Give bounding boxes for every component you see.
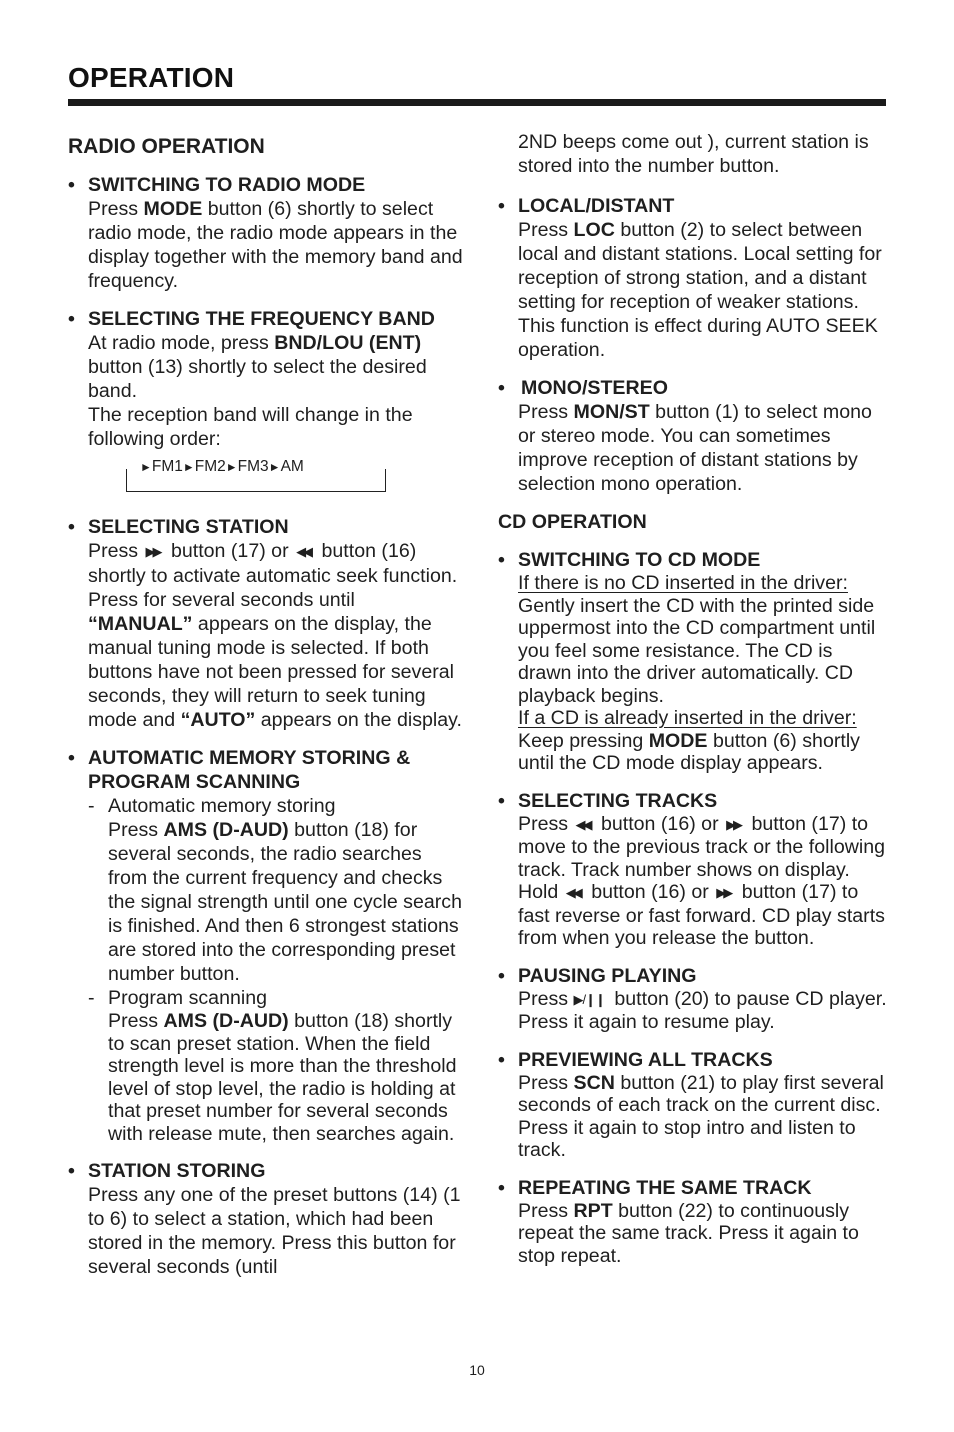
dash: - (88, 795, 95, 817)
selecting-station-title: SELECTING STATION (88, 516, 289, 538)
local-distant-text: Press LOC button (2) to select between local and distant stations. Local setting for reception of strong station, and a distant setting for reception of weaker stations. This function is effect during AUTO SEEK operation. (518, 219, 882, 361)
switching-cd-item (498, 548, 890, 775)
radio-operation-heading: RADIO OPERATION (68, 135, 265, 158)
band-order-diagram (88, 455, 463, 501)
rewind-icon: ◀◀ (565, 885, 580, 900)
cd-operation-heading: CD OPERATION (498, 511, 647, 533)
station-storing-title: STATION STORING (88, 1160, 266, 1182)
station-storing-continued (498, 130, 890, 178)
switching-radio-text: Press MODE button (6) shortly to select radio mode, the radio mode appears in the display together with the memory band and frequency. (88, 198, 463, 292)
repeat-item (498, 1176, 890, 1268)
ams-button-ref: AMS (D-AUD) (163, 1010, 289, 1032)
cd-inserted-condition: If a CD is already inserted in the driver: (518, 707, 857, 729)
page-title: OPERATION (68, 62, 235, 93)
bnd-lou-button-ref: BND/LOU (ENT) (274, 332, 422, 354)
cd-inserted-text: Keep pressing MODE button (6) shortly until the CD mode display appears. (518, 729, 860, 774)
ams-program-scan-label: Program scanning (108, 987, 268, 1009)
bullet: • (68, 174, 75, 196)
switching-radio-title: SWITCHING TO RADIO MODE (88, 174, 366, 196)
title-rule (68, 99, 886, 106)
pausing-title: PAUSING PLAYING (518, 964, 697, 987)
loc-button-ref: LOC (573, 219, 615, 241)
mode-button-ref: MODE (648, 729, 708, 752)
manual-label: “MANUAL” (88, 613, 193, 635)
selecting-tracks-text: Press ◀◀ button (16) or ▶▶ button (17) to move to the previous track or the following track. Track number shows on display. (518, 812, 886, 881)
mon-st-button-ref: MON/ST (573, 401, 650, 423)
pausing-item (498, 964, 890, 1034)
station-storing-text: Press any one of the preset buttons (14) (1 to 6) to select a station, which had been stored in the memory. Press this button for several seconds (until (88, 1184, 461, 1278)
repeat-text: Press RPT button (22) to continuously repeat the same track. Press it again to stop repeat. (518, 1199, 859, 1267)
switching-radio-item (68, 173, 463, 293)
repeat-title: REPEATING THE SAME TRACK (518, 1176, 812, 1199)
ams-auto-memory-label: Automatic memory storing (108, 795, 336, 817)
rewind-icon: ◀◀ (296, 544, 311, 559)
switching-cd-title: SWITCHING TO CD MODE (518, 549, 761, 571)
bullet: • (68, 1160, 75, 1182)
bullet: • (498, 789, 505, 812)
mono-stereo-title: MONO/STEREO (521, 377, 668, 399)
arrow-icon: ► (268, 460, 281, 474)
ams-item (68, 746, 463, 1145)
pausing-text: Press ▶/❙❙ button (20) to pause CD player. Press it again to resume play. (518, 987, 887, 1033)
bullet: • (498, 1048, 505, 1071)
station-storing-text-cont: 2ND beeps come out ), current station is stored into the number button. (518, 131, 869, 177)
band-am: AM (280, 458, 304, 475)
band-fm1: FM1 (151, 458, 183, 475)
arrow-icon: ► (140, 460, 152, 474)
bullet: • (498, 1176, 505, 1199)
scn-button-ref: SCN (573, 1071, 615, 1094)
band-order-sequence (136, 457, 308, 477)
band-fm2: FM2 (194, 458, 226, 475)
ams-title: AUTOMATIC MEMORY STORING & PROGRAM SCANNING (88, 747, 411, 793)
preview-item (498, 1048, 890, 1162)
bullet: • (498, 377, 505, 399)
selecting-station-item (68, 515, 463, 732)
ams-program-scan-text: Press AMS (D-AUD) button (18) shortly to scan preset station. When the field strength level is more than the threshold level of stop level, the radio is holding at that preset number for several seconds with release mute, then searches again. (108, 1010, 457, 1145)
bullet: • (68, 308, 75, 330)
local-distant-item (498, 194, 890, 362)
left-column (68, 130, 463, 1293)
band-fm3: FM3 (237, 458, 269, 475)
selecting-tracks-item (498, 789, 890, 950)
arrow-icon: ► (225, 460, 238, 474)
mode-button-ref: MODE (143, 198, 203, 220)
local-distant-title: LOCAL/DISTANT (518, 195, 675, 217)
station-storing-item (68, 1159, 463, 1279)
frequency-band-title: SELECTING THE FREQUENCY BAND (88, 308, 435, 330)
ams-button-ref: AMS (D-AUD) (163, 819, 289, 841)
arrow-icon: ► (182, 460, 195, 474)
rpt-button-ref: RPT (573, 1199, 613, 1222)
right-column (498, 130, 890, 1281)
bullet: • (68, 747, 75, 769)
frequency-band-item (68, 307, 463, 501)
fast-forward-icon: ▶▶ (716, 885, 731, 900)
ams-program-scan (88, 986, 463, 1145)
dash: - (88, 987, 95, 1009)
selecting-tracks-title: SELECTING TRACKS (518, 789, 718, 812)
fast-forward-icon: ▶▶ (145, 544, 160, 559)
fast-forward-icon: ▶▶ (726, 816, 741, 832)
switching-cd-body (518, 572, 890, 775)
selecting-tracks-body (518, 813, 890, 950)
ams-auto-memory (88, 794, 463, 986)
page-number: 10 (469, 1362, 485, 1378)
preview-title: PREVIEWING ALL TRACKS (518, 1048, 773, 1071)
rewind-icon: ◀◀ (575, 816, 590, 832)
bullet: • (498, 195, 505, 217)
preview-text: Press SCN button (21) to play first several seconds of each track on the current disc. Press it again to stop intro and listen to track. (518, 1071, 884, 1161)
frequency-band-text: At radio mode, press BND/LOU (ENT) button (13) shortly to select the desired band. (88, 332, 427, 402)
bullet: • (498, 964, 505, 987)
hold-tracks-text: Hold ◀◀ button (16) or ▶▶ button (17) to fast reverse or fast forward. CD play starts from when you release the button. (518, 881, 885, 949)
selecting-station-text: Press ▶▶ button (17) or ◀◀ button (16) shortly to activate automatic seek function. Press for several seconds until “MANUAL” appears on the display, the manual tuning mode is selected. If both buttons have not been pressed for several seconds, they will return to seek tuning mode and “AUTO” appears on the display. (88, 540, 462, 731)
ams-auto-memory-text: Press AMS (D-AUD) button (18) for several seconds, the radio searches from the current frequency and checks the signal strength until one cycle search is finished. And then 6 strongest stations are stored into the corresponding preset number button. (108, 819, 462, 985)
bullet: • (498, 549, 505, 571)
frequency-band-order-text: The reception band will change in the following order: (88, 404, 413, 450)
mono-stereo-text: Press MON/ST button (1) to select mono or stereo mode. You can sometimes improve reception of distant stations by selection mono operation. (518, 401, 872, 495)
no-cd-text: Gently insert the CD with the printed side uppermost into the CD compartment until you feel some resistance. The CD is drawn into the driver automatically. CD playback begins. (518, 594, 876, 707)
auto-label: “AUTO” (180, 709, 256, 731)
mono-stereo-item (498, 376, 890, 496)
play-pause-icon: ▶/❙❙ (573, 991, 605, 1007)
bullet: • (68, 516, 75, 538)
no-cd-condition: If there is no CD inserted in the driver: (518, 572, 848, 594)
